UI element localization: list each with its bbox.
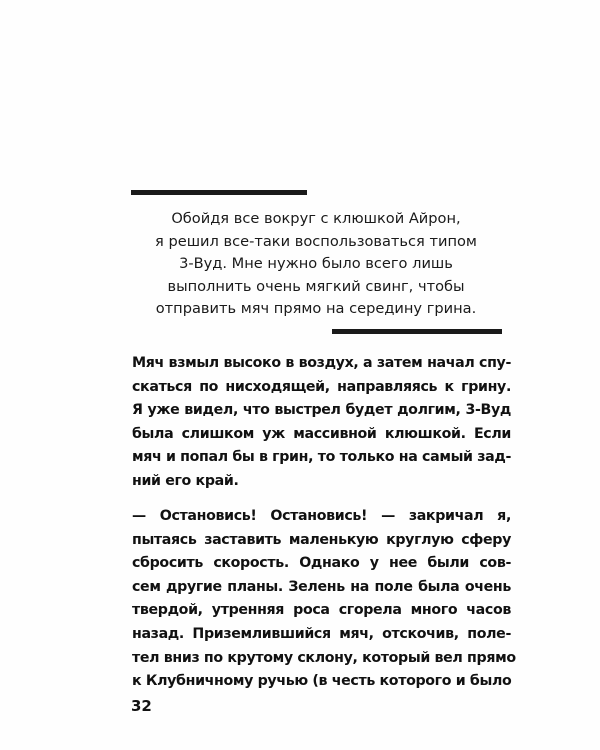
- text-line: пытаясь заставить маленькую круглую сферу: [132, 531, 511, 548]
- text-line: скаться по нисходящей, направляясь к грину.: [132, 378, 511, 395]
- body-paragraph-1: [132, 352, 511, 494]
- pullquote: [120, 208, 512, 321]
- body-paragraph-2: [132, 505, 516, 694]
- pullquote-line: отправить мяч прямо на середину грина.: [155, 300, 477, 317]
- text-line: — Остановись! Остановись! — закричал я,: [132, 508, 511, 524]
- text-line: мяч и попал бы в грин, то только на самый зад-: [132, 449, 511, 466]
- text-line: сбросить скорость. Однако у нее были сов-: [132, 555, 511, 572]
- text-line: была слишком уж массивной клюшкой. Если: [132, 425, 511, 442]
- pullquote-line: Обойдя все вокруг с клюшкой Айрон,: [171, 210, 461, 227]
- pullquote-line: я решил все-таки воспользоваться типом: [155, 232, 477, 250]
- text-line: Мяч взмыл высоко в воздух, а затем начал спу-: [132, 355, 511, 371]
- pullquote-line: выполнить очень мягкий свинг, чтобы: [167, 277, 465, 295]
- text-line: к Клубничному ручью (в честь которого и было: [132, 673, 512, 690]
- text-line: Я уже видел, что выстрел будет долгим, 3-Вуд: [132, 402, 511, 419]
- pullquote-top-rule: [131, 190, 307, 195]
- pullquote-bottom-rule: [332, 329, 502, 334]
- text-line: тел вниз по крутому склону, который вел прямо: [132, 649, 516, 666]
- text-line: твердой, утренняя роса сгорела много часов: [132, 602, 511, 619]
- text-line: сем другие планы. Зелень на поле была очень: [132, 578, 511, 595]
- pullquote-line: 3-Вуд. Мне нужно было всего лишь: [179, 255, 453, 272]
- text-line: назад. Приземлившийся мяч, отскочив, поле-: [132, 625, 511, 642]
- text-line: ний его край.: [132, 472, 239, 489]
- page-number: 32: [131, 697, 152, 715]
